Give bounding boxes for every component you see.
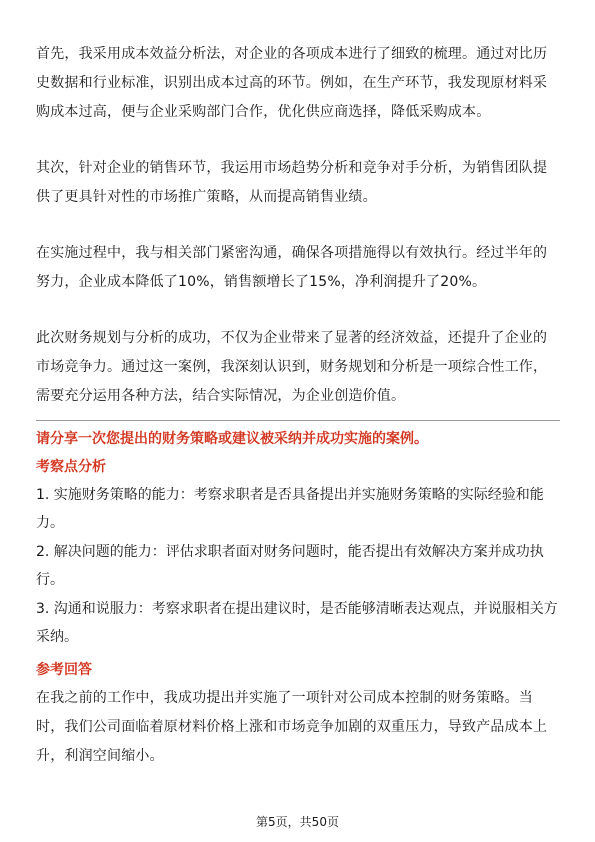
body-paragraph-4: 此次财务规划与分析的成功，不仅为企业带来了显著的经济效益，还提升了企业的市场竞争力。通过这一案例，我深刻认识到，财务规划和分析是一项综合性工作，需要充分运用各种方法，结合实际情况，为企业创造价值。 (36, 330, 548, 404)
paragraph-gap (36, 212, 560, 239)
body-paragraph-3: 在实施过程中，我与相关部门紧密沟通，确保各项措施得以有效执行。经过半年的努力，企业成本降低了10%，销售额增长了15%，净利润提升了20%。 (36, 245, 548, 290)
page-number-footer: 第5页，共50页 (256, 815, 339, 829)
list-item: 1. 实施财务策略的能力：考察求职者是否具备提出并实施财务策略的实际经验和能力。 (36, 487, 544, 531)
list-item: 2. 解决问题的能力：评估求职者面对财务问题时，能否提出有效解决方案并成功执行。 (36, 544, 544, 588)
interview-question: 请分享一次您提出的财务策略或建议被采纳并成功实施的案例。 (36, 431, 428, 447)
reference-answer: 在我之前的工作中，我成功提出并实施了一项针对公司成本控制的财务策略。当时，我们公司面临着原材料价格上涨和市场竞争加剧的双重压力，导致产品成本上升，利润空间缩小。 (36, 690, 548, 764)
section-divider (36, 420, 560, 421)
paragraph-gap (36, 127, 560, 154)
analysis-list (36, 481, 560, 651)
body-paragraph-1: 首先，我采用成本效益分析法，对企业的各项成本进行了细致的梳理。通过对比历史数据和行业标准，识别出成本过高的环节。例如，在生产环节，我发现原材料采购成本过高，便与企业采购部门合作，优化供应商选择，降低采购成本。 (36, 46, 548, 120)
body-paragraph-2: 其次，针对企业的销售环节，我运用市场趋势分析和竞争对手分析，为销售团队提供了更具针对性的市场推广策略，从而提高销售业绩。 (36, 160, 548, 205)
page-content (36, 40, 560, 771)
reference-title: 参考回答 (36, 662, 92, 678)
paragraph-gap (36, 297, 560, 324)
analysis-title: 考察点分析 (36, 459, 106, 475)
list-item: 3. 沟通和说服力：考察求职者在提出建议时，是否能够清晰表达观点，并说服相关方采纳。 (36, 601, 558, 645)
